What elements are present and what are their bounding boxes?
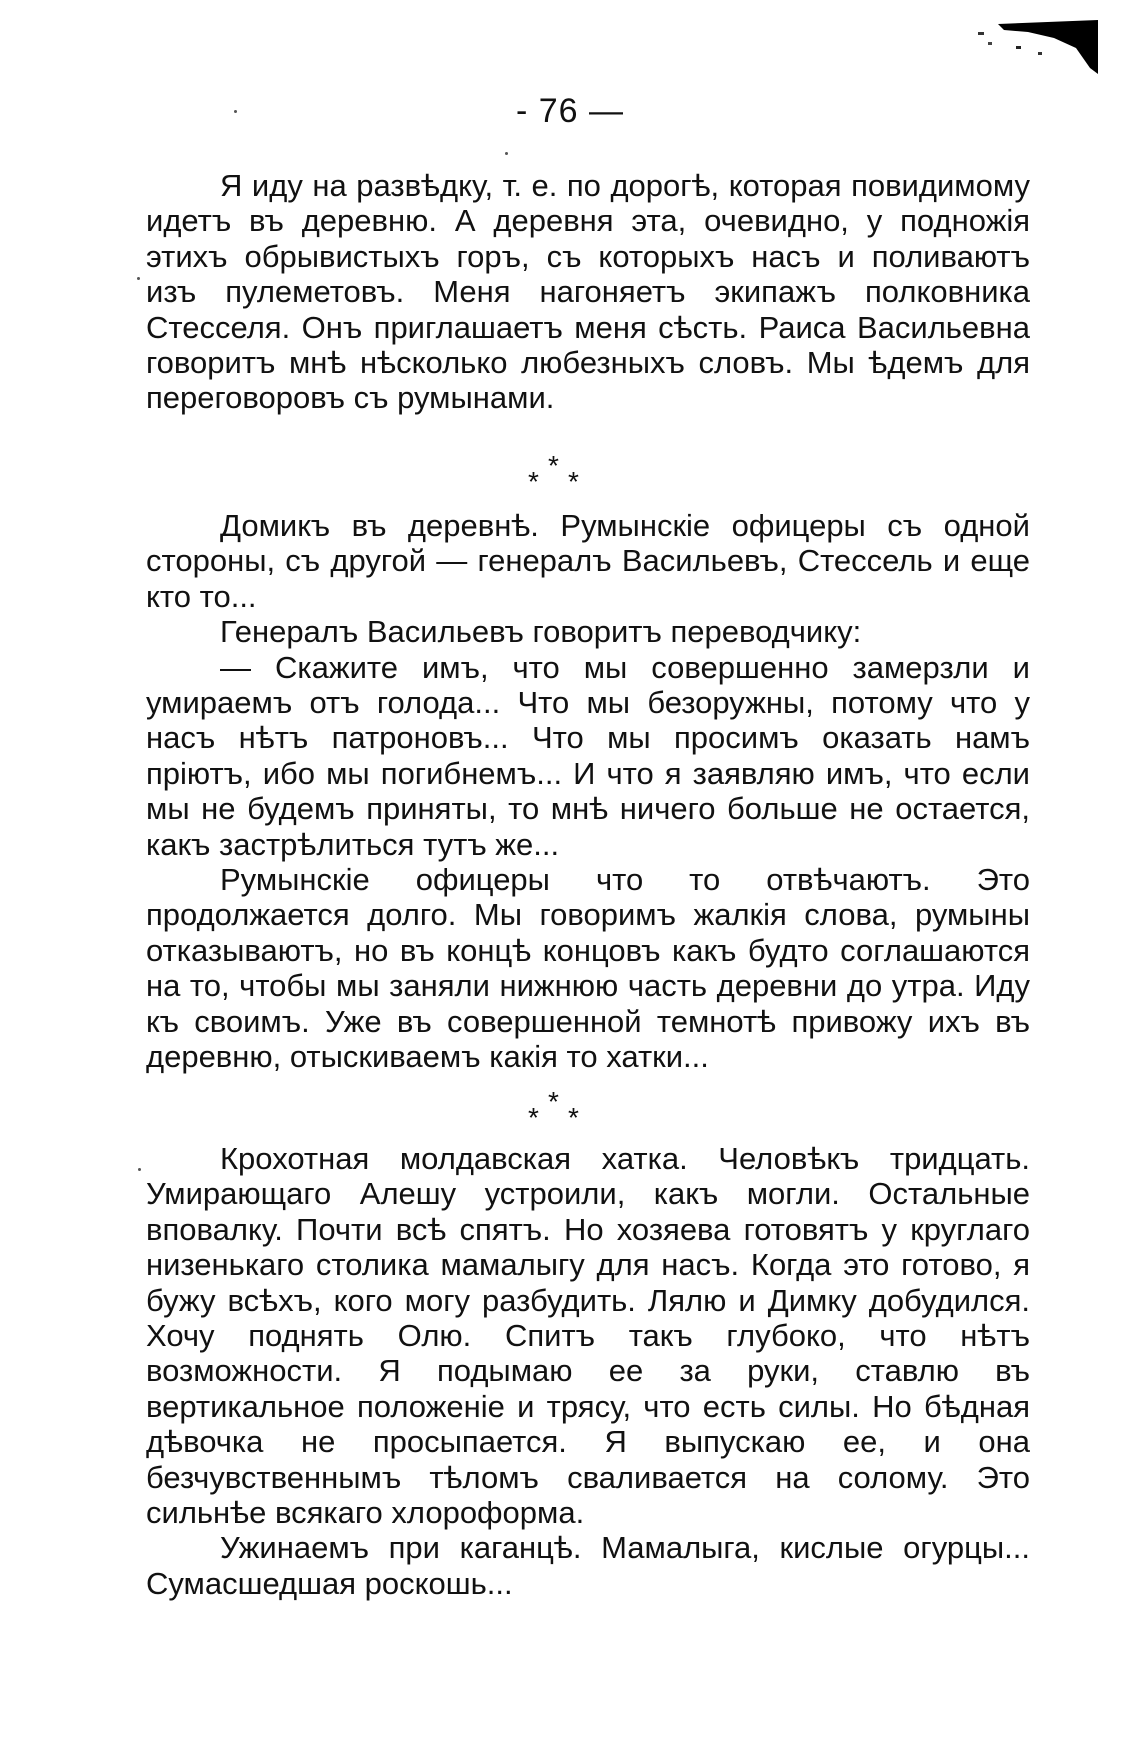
asterisk: * <box>548 450 559 481</box>
asterisk: * <box>548 1086 559 1117</box>
asterisk: * <box>568 1102 579 1133</box>
paragraph: Генералъ Васильевъ говоритъ переводчику: <box>220 614 862 650</box>
scan-speck <box>137 277 140 280</box>
text-section-2 <box>146 508 1030 1075</box>
paragraph: Ужинаемъ при каганцѣ. Мамалыга, кислые огурцы... Сумасшедшая роскошь... <box>146 1530 1030 1601</box>
asterisk: * <box>568 466 579 497</box>
text-section-3 <box>146 1141 1030 1601</box>
page-number: - 76 — <box>515 92 625 130</box>
scan-speck <box>138 1168 141 1171</box>
asterisk: * <box>528 466 539 497</box>
asterisk: * <box>528 1102 539 1133</box>
dialogue-paragraph: — Скажите имъ, что мы совершенно замерзли и умираемъ отъ голода... Что мы безоружны, потому что у насъ нѣтъ патроновъ... Что мы просимъ оказать намъ пріютъ, ибо мы погибнемъ... И что я заявляю имъ, что если мы не будемъ приняты, то мнѣ ничего больше не остается, какъ застрѣлиться тутъ же... <box>146 649 1030 862</box>
section-divider <box>0 1088 1140 1148</box>
scan-speck <box>505 152 508 155</box>
paragraph: Я иду на развѣдку, т. е. по дорогѣ, которая повидимому идетъ въ деревню. А деревня эта, очевидно, у подножія этихъ обрывистыхъ горъ, съ которыхъ насъ и поливаютъ изъ пулеметовъ. Меня нагоняетъ экипажъ полковника Стесселя. Онъ приглашаетъ меня сѣсть. Раиса Васильевна говоритъ мнѣ нѣсколько любезныхъ словъ. Мы ѣдемъ для переговоровъ съ румынами. <box>146 168 1030 416</box>
text-section-1 <box>146 168 1030 416</box>
paragraph: Румынскіе офицеры что то отвѣчаютъ. Это продолжается долго. Мы говоримъ жалкія слова, румыны отказываютъ, но въ концѣ концовъ какъ будто соглашаются на то, чтобы мы заняли нижнюю часть деревни до утра. Иду къ своимъ. Уже въ совершенной темнотѣ привожу ихъ въ деревню, отыскиваемъ какія то хатки... <box>146 862 1030 1075</box>
scan-artifact-icon <box>958 18 1098 76</box>
paragraph: Крохотная молдавская хатка. Человѣкъ тридцать. Умирающаго Алешу устроили, какъ могли. Остальные вповалку. Почти всѣ спятъ. Но хозяева готовятъ у круглаго низенькаго столика мамалыгу для насъ. Когда это готово, я бужу всѣхъ, кого могу разбудить. Лялю и Димку добудился. Хочу поднять Олю. Спитъ такъ глубоко, что нѣтъ возможности. Я подымаю ее за руки, ставлю въ вертикальное положеніе и трясу, что есть силы. Но бѣдная дѣвочка не просыпается. Я выпускаю ее, и она безчувственнымъ тѣломъ сваливается на солому. Это сильнѣе всякаго хлороформа. <box>146 1141 1030 1531</box>
paragraph: Домикъ въ деревнѣ. Румынскіе офицеры съ одной стороны, съ другой — генералъ Васильевъ, Стессель и еще кто то... <box>146 508 1030 614</box>
scan-speck <box>234 110 237 113</box>
section-divider <box>0 452 1140 512</box>
